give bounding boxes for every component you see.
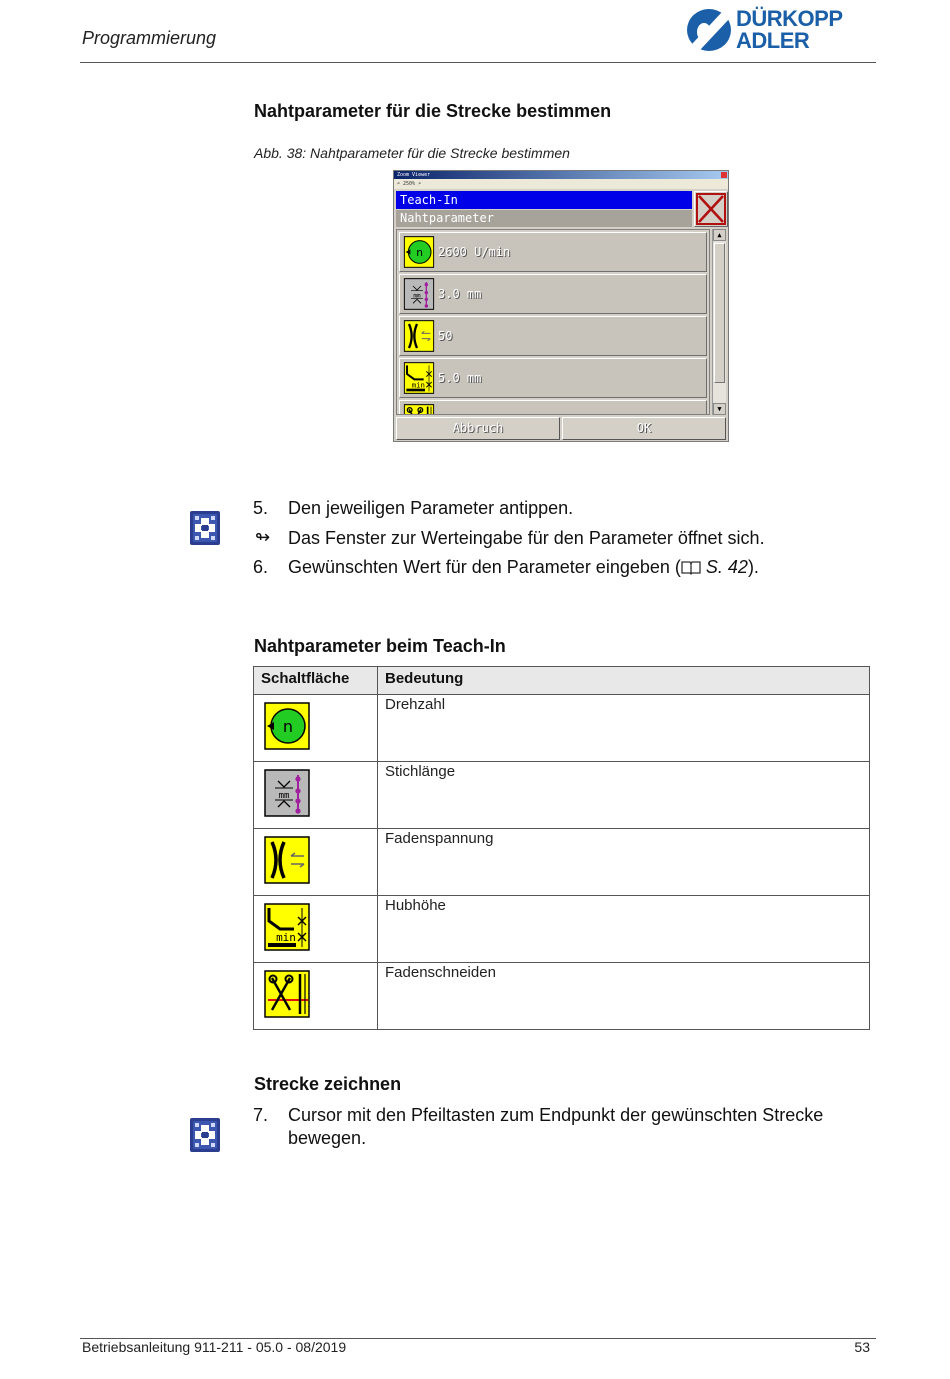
- operator-hand-icon: [190, 1118, 220, 1152]
- step-text: Den jeweiligen Parameter antippen.: [288, 498, 574, 518]
- meaning-cell: Drehzahl: [378, 695, 870, 762]
- icon-cell: [254, 896, 378, 963]
- step7-line1: Cursor mit den Pfeiltasten zum Endpunkt der gewünschten Strecke: [288, 1105, 824, 1125]
- thread-tension-icon: [403, 320, 435, 352]
- param-row-stitch-length[interactable]: [399, 274, 707, 314]
- document-reference: Betriebsanleitung 911-211 - 05.0 - 08/2019: [82, 1339, 347, 1355]
- parameter-table: [253, 666, 870, 1030]
- meaning-cell: Fadenschneiden: [378, 963, 870, 1030]
- book-icon: [681, 559, 701, 575]
- zoom-icon[interactable]: ⌕: [397, 181, 401, 187]
- scroll-down-icon[interactable]: ▼: [713, 403, 726, 415]
- logo-line2: ADLER: [736, 28, 810, 53]
- speed-icon: [264, 702, 310, 750]
- column-header: Schaltfläche: [254, 667, 378, 695]
- ok-button[interactable]: OK: [562, 417, 726, 440]
- header-divider: [80, 62, 876, 63]
- thread-cutter-icon: [403, 404, 435, 415]
- dialog-close-button[interactable]: [694, 191, 728, 227]
- icon-cell: [254, 762, 378, 829]
- step6-text-end: ).: [747, 557, 759, 577]
- meaning-cell: Hubhöhe: [378, 896, 870, 963]
- step-number: 6.: [253, 557, 269, 577]
- meaning-cell: Stichlänge: [378, 762, 870, 829]
- section-heading-teach-in: Nahtparameter beim Teach-In: [254, 636, 506, 656]
- param-value: [438, 401, 539, 415]
- dialog-title: Teach-In: [396, 191, 692, 209]
- param-value: 50: [438, 329, 453, 343]
- step6-text-start: Gewünschten Wert für den Parameter eingeben (: [288, 557, 681, 577]
- figure-caption: Abb. 38: Nahtparameter für die Strecke bestimmen: [254, 145, 570, 161]
- speed-icon: [403, 236, 435, 268]
- param-value: 3.0 mm: [438, 287, 482, 301]
- page-reference-link[interactable]: S. 42: [705, 557, 748, 577]
- dialog-subtitle: Nahtparameter: [396, 210, 692, 227]
- icon-cell: [254, 695, 378, 762]
- stitch-length-icon: [403, 278, 435, 310]
- step7-line2: bewegen.: [288, 1128, 367, 1148]
- stroke-height-icon: [264, 903, 310, 951]
- result-text: Das Fenster zur Werteingabe für den Parameter öffnet sich.: [288, 528, 765, 548]
- param-row-stroke-height[interactable]: [399, 358, 707, 398]
- param-value: 2600 U/min: [438, 245, 511, 259]
- teach-in-screenshot: [393, 170, 729, 442]
- table-row: [254, 695, 870, 762]
- step-number: 7.: [253, 1105, 269, 1125]
- step-number: 5.: [253, 498, 269, 518]
- table-row: [254, 963, 870, 1030]
- meaning-cell: Fadenspannung: [378, 829, 870, 896]
- table-row: [254, 762, 870, 829]
- logo-mark-icon: [686, 8, 732, 52]
- viewer-titlebar: Zoom Viewer: [394, 171, 728, 179]
- logo-line1: DÜRKOPP: [736, 6, 843, 31]
- zoom-level: 250%: [403, 181, 416, 187]
- thread-cutter-icon: [264, 970, 310, 1018]
- viewer-close-icon[interactable]: [721, 172, 727, 178]
- scroll-up-icon[interactable]: ▲: [713, 229, 726, 241]
- company-logo: [686, 6, 876, 54]
- step-text: [288, 556, 759, 579]
- parameter-list: [396, 229, 710, 415]
- param-row-thread-cutter[interactable]: [399, 400, 707, 415]
- icon-cell: [254, 963, 378, 1030]
- stroke-height-icon: [403, 362, 435, 394]
- list-scrollbar[interactable]: [712, 229, 726, 415]
- close-icon: [695, 192, 727, 226]
- step-text: [288, 1104, 823, 1150]
- section-heading-zeichnen: Strecke zeichnen: [254, 1074, 402, 1094]
- zoom-icon[interactable]: ⌕: [418, 181, 422, 187]
- section-heading-strecke: Nahtparameter für die Strecke bestimmen: [254, 101, 612, 121]
- table-row: [254, 896, 870, 963]
- stitch-length-icon: [264, 769, 310, 817]
- operator-hand-icon: [190, 511, 220, 545]
- table-row: [254, 829, 870, 896]
- param-value: 5.0 mm: [438, 371, 482, 385]
- param-row-speed[interactable]: [399, 232, 707, 272]
- viewer-toolbar: [394, 179, 728, 189]
- scroll-thumb[interactable]: [714, 243, 725, 383]
- result-arrow-icon: ↬: [255, 527, 271, 547]
- thread-tension-icon: [264, 836, 310, 884]
- table-header-row: [254, 667, 870, 695]
- page-number: 53: [854, 1339, 870, 1355]
- cancel-button[interactable]: Abbruch: [396, 417, 560, 440]
- param-row-thread-tension[interactable]: [399, 316, 707, 356]
- icon-cell: [254, 829, 378, 896]
- chapter-title: Programmierung: [82, 28, 217, 48]
- column-header: Bedeutung: [378, 667, 870, 695]
